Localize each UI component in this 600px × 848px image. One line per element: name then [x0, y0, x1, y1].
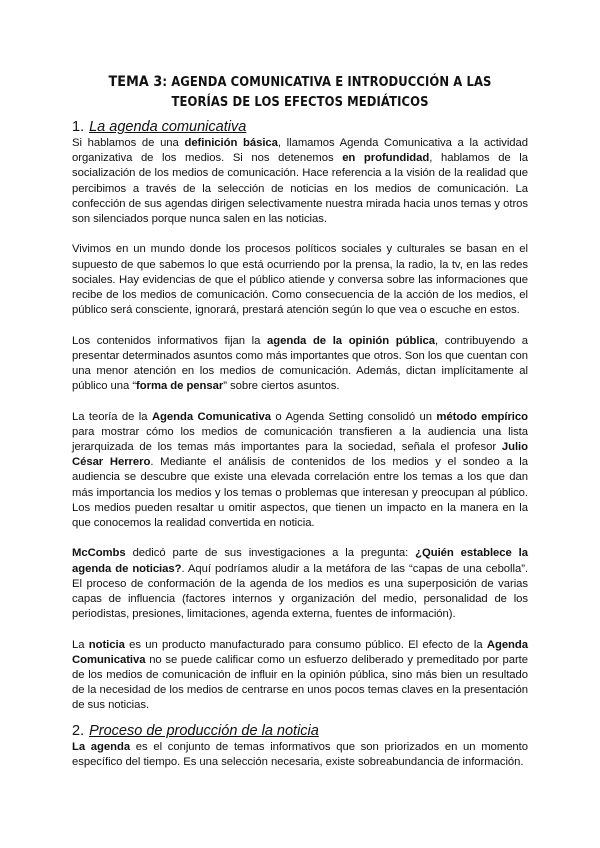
section-heading: [72, 119, 528, 136]
title-lead: TEMA 3: [108, 74, 163, 90]
document-body: [72, 119, 528, 770]
text-run: para mostrar cómo los medios de comunicación transfieren a la audiencia una lista jerarquizada de los temas más importantes para la sociedad, señala el profesor: [72, 425, 528, 454]
paragraph: [72, 638, 528, 714]
page-title: [105, 72, 496, 113]
bold-text: en profundidad: [342, 152, 430, 165]
text-run: es el conjunto de temas informativos que son priorizados en un momento específico del tiempo. Es una selección necesaria, existe sobreabundancia de información.: [72, 740, 528, 768]
text-run: dedicó parte de sus investigaciones a la pregunta:: [125, 547, 416, 560]
bold-text: ¿Quién establece la agenda de noticias?: [72, 547, 528, 575]
text-run: es un producto manufacturado para consumo público. El efecto de la: [124, 638, 487, 651]
text-run: . Aquí podríamos aludir a la metáfora de las “capas de una cebolla”. El proceso de conformación de la agenda de los medios es una superposición de varias capas de influencia (factores internos y organización del medio, personalidad de los periodistas, presiones, limitaciones, agenda externa, fuentes de información).: [72, 562, 528, 621]
section-number: 2.: [72, 722, 85, 739]
text-run: , hablamos de la socialización de los medios de comunicación. Hace referencia a la visión de la realidad que percibimos a través de la selección de noticias en los medios de comunicación. La confección de sus agendas dirigen selectivamente nuestra mirada hacia unos temas y otros son silenciados porque nunca salen en las noticias.: [72, 152, 528, 226]
text-run: ” sobre ciertos asuntos.: [223, 380, 340, 393]
title-rest: : AGENDA COMUNICATIVA E INTRODUCCIÓN A LAS TEORÍAS DE LOS EFECTOS MEDIÁTICOS: [162, 75, 492, 110]
text-run: La teoría de la: [72, 410, 152, 423]
section-heading: [72, 723, 528, 740]
paragraph: [72, 410, 528, 532]
text-run: Los contenidos informativos fijan la: [72, 334, 268, 347]
paragraph: [72, 242, 528, 318]
bold-text: McCombs: [72, 547, 126, 560]
text-run: , llamamos Agenda Comunicativa a la actividad organizativa de los medios. Si nos detenemos: [72, 137, 529, 165]
text-run: Si hablamos de una: [72, 137, 185, 149]
section-heading-label: Proceso de producción de la noticia: [89, 722, 319, 739]
bold-text: Julio César Herrero: [72, 441, 528, 469]
paragraph: [72, 334, 528, 395]
bold-text: Agenda Comunicativa: [151, 410, 271, 423]
paragraph: [72, 136, 528, 227]
text-run: , contribuyendo a presentar determinados asuntos como más importantes que otros. Son los que cuentan con una menor atención en los medios de comunicación. Además, dictan implícitamente al público una “: [72, 334, 528, 393]
section-number: 1.: [72, 119, 85, 135]
text-run: no se puede calificar como un esfuerzo deliberado y premeditado por parte de los medios de comunicación de influir en la opinión pública, sino más bien un resultado de la necesidad de los medios de centrarse en unos pocos temas claves en la presentación de sus noticias.: [72, 653, 528, 712]
bold-text: La agenda: [72, 740, 131, 753]
text-run: o Agenda Setting consolidó un: [270, 410, 437, 423]
bold-text: método empírico: [436, 410, 528, 423]
bold-text: forma de pensar: [136, 380, 224, 393]
bold-text: agenda de la opinión pública: [267, 334, 435, 347]
text-run: Vivimos en un mundo donde los procesos políticos sociales y culturales se basan en el supuesto de que sabemos lo que está ocurriendo por la prensa, la radio, la tv, en las redes sociales. Hay evidencias de que el público atiende y conversa sobre las informaciones que recibe de los medios de comunicación. Como consecuencia de la acción de los medios, el público será consciente, ignorará, prestará atención según lo que vea o escuche en estos.: [72, 243, 528, 317]
section-heading-label: La agenda comunicativa: [89, 119, 247, 135]
paragraph: [72, 546, 528, 622]
text-run: . Mediante el análisis de contenidos de los medios y el sondeo a la audiencia se descubre que existe una elevada correlación entre los temas a los que dan más importancia los medios y los temas o problemas que interesan y preocupan al público. Los medios pueden resaltar u omitir aspectos, que tienen un impacto en la manera en la que conocemos la realidad convertida en noticia.: [72, 456, 528, 530]
bold-text: noticia: [88, 638, 125, 651]
bold-text: definición básica: [184, 137, 278, 149]
text-run: La: [72, 638, 89, 651]
bold-text: Agenda Comunicativa: [72, 638, 528, 666]
paragraph: [72, 740, 528, 770]
